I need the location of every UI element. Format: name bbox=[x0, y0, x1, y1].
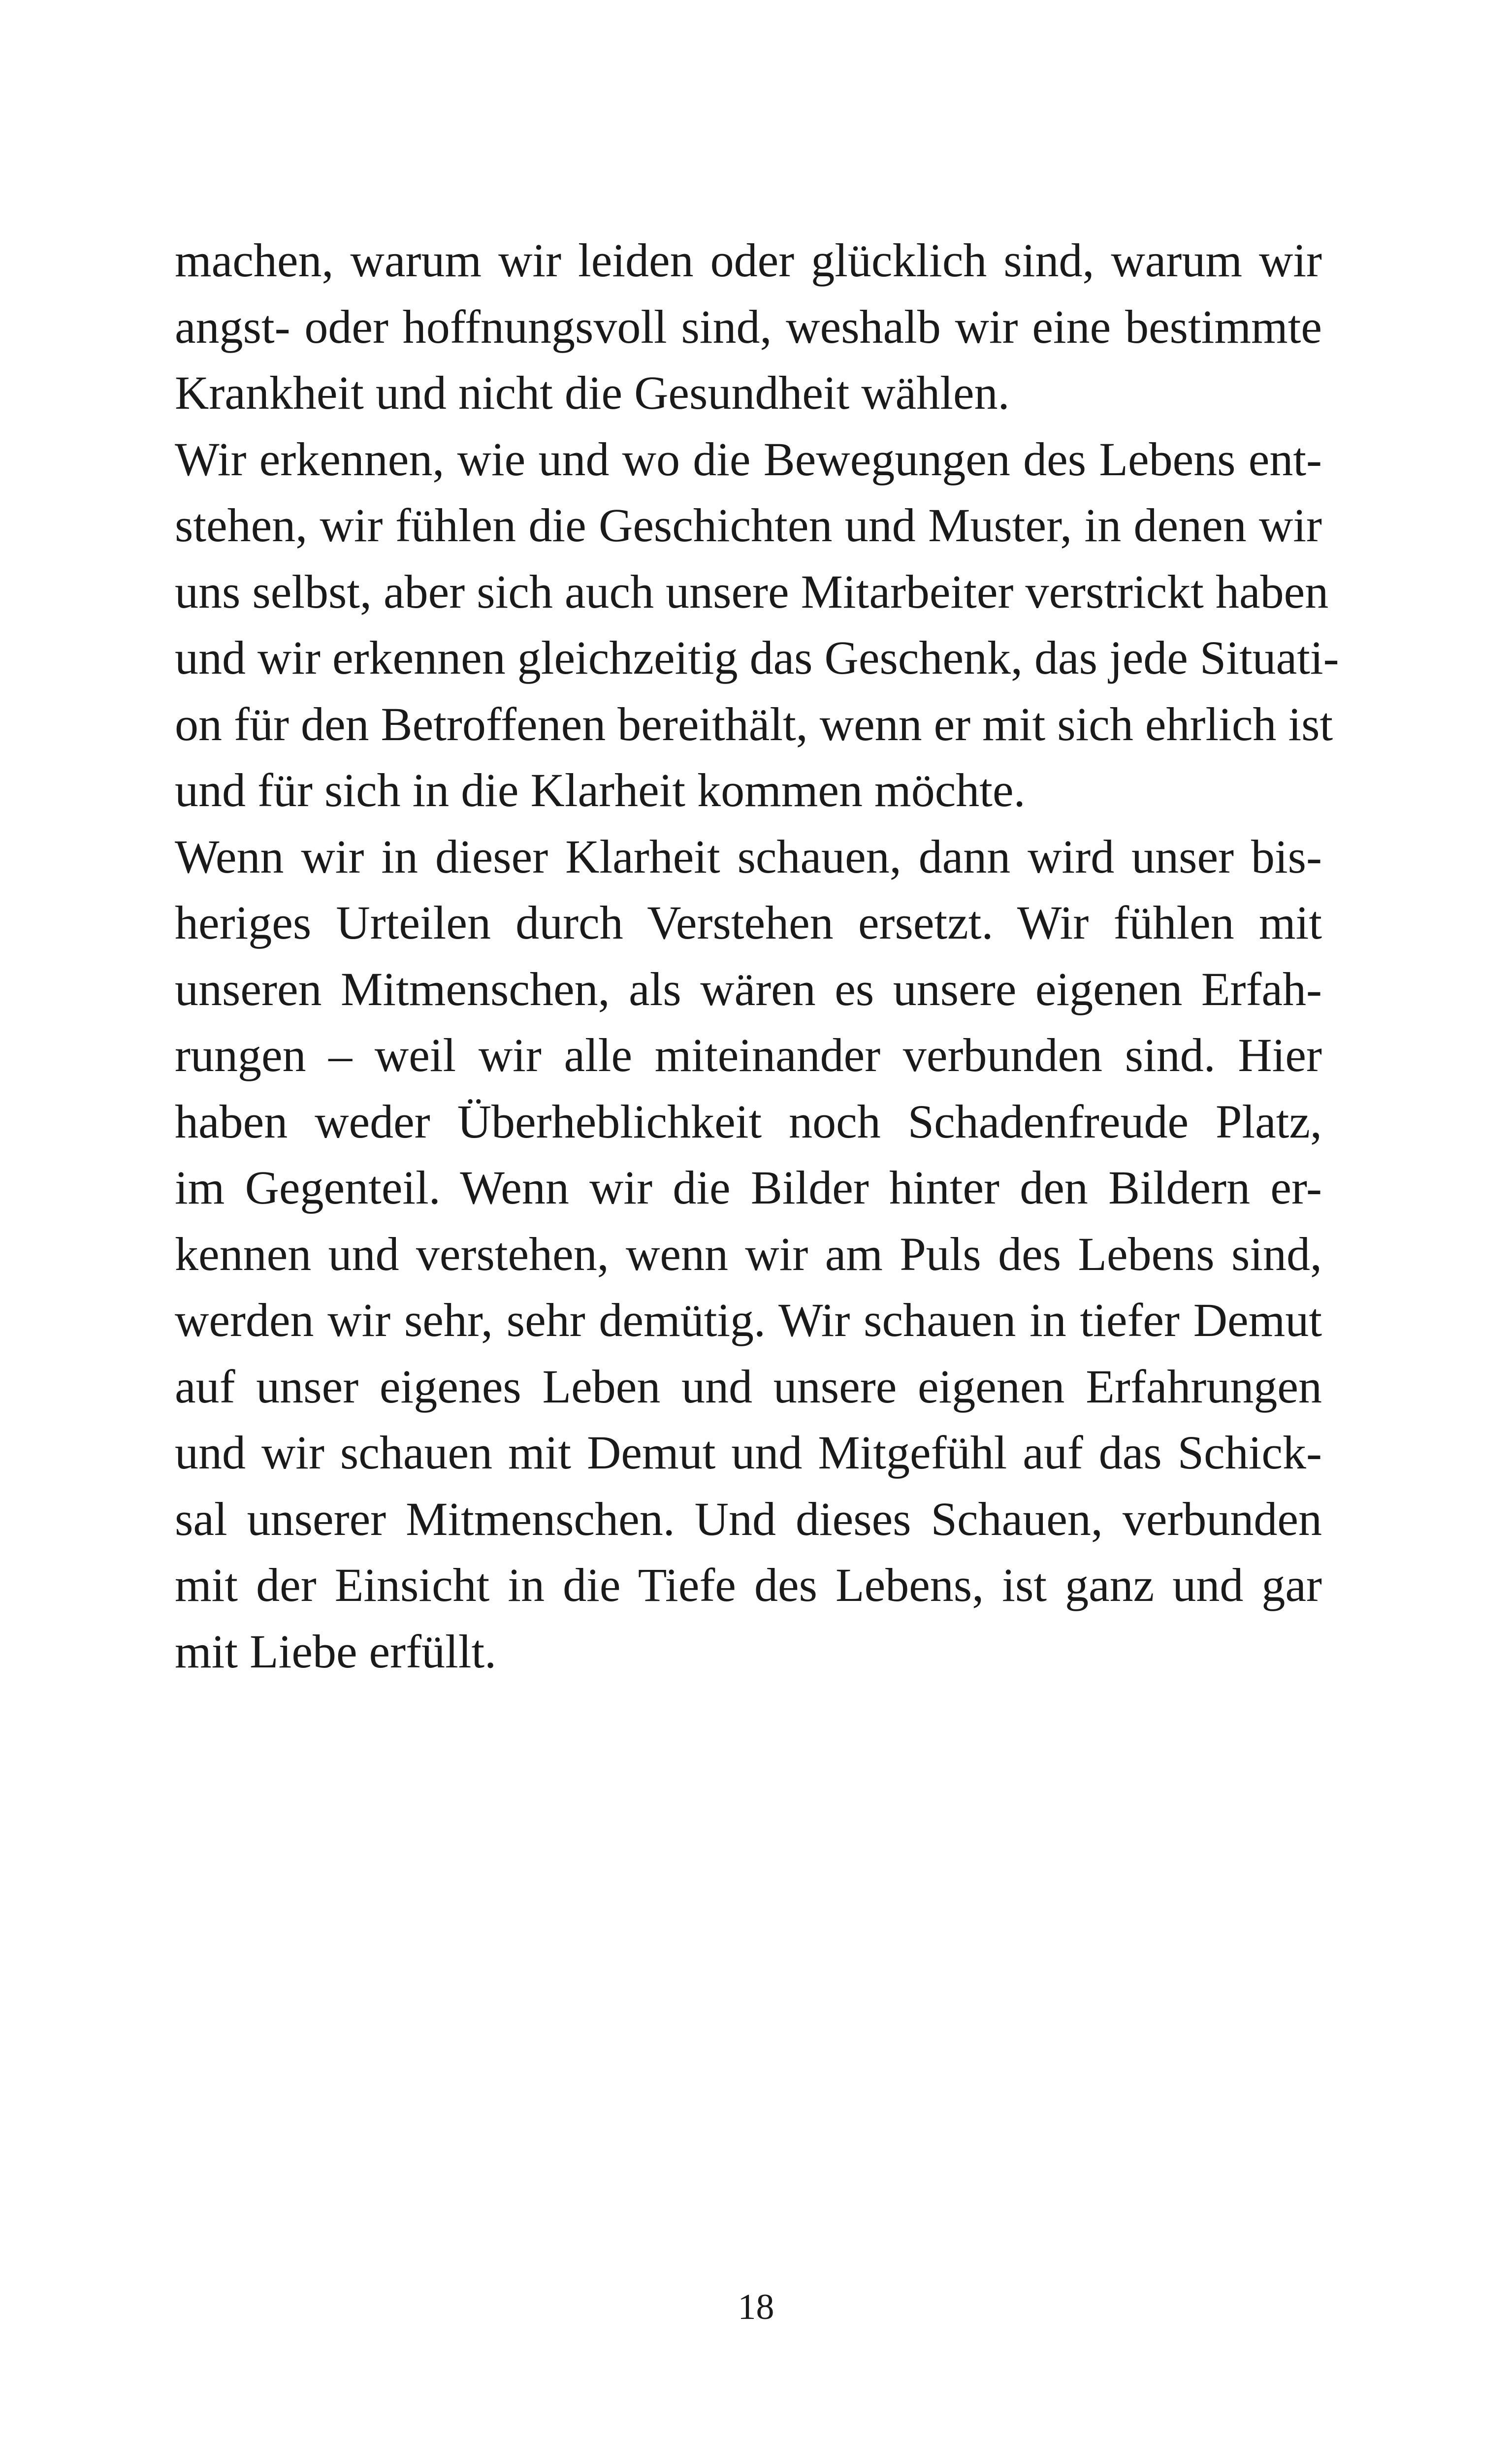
page-number: 18 bbox=[738, 2287, 774, 2327]
text-line: Krankheit und nicht die Gesundheit wählen. bbox=[175, 366, 1010, 419]
text-line: mit Liebe erfüllt. bbox=[175, 1625, 497, 1678]
text-line: mit der Einsicht in die Tiefe des Lebens, ist ganz und gar bbox=[175, 1559, 1322, 1611]
text-line: angst- oder hoffnungsvoll sind, weshalb wir eine bestimmte bbox=[175, 300, 1322, 353]
text-line: rungen – weil wir alle miteinander verbunden sind. Hier bbox=[175, 1029, 1322, 1081]
text-line: und wir erkennen gleichzeitig das Geschenk, das jede Situati- bbox=[175, 631, 1339, 684]
text-line: heriges Urteilen durch Verstehen ersetzt. Wir fühlen mit bbox=[175, 896, 1322, 949]
text-line: haben weder Überheblichkeit noch Schadenfreude Platz, bbox=[175, 1095, 1322, 1148]
text-line: Wir erkennen, wie und wo die Bewegungen des Lebens ent- bbox=[175, 432, 1322, 486]
text-line: machen, warum wir leiden oder glücklich sind, warum wir bbox=[175, 234, 1322, 287]
text-line: on für den Betroffenen bereithält, wenn er mit sich ehrlich ist bbox=[175, 697, 1333, 750]
text-line: uns selbst, aber sich auch unsere Mitarbeiter verstrickt haben bbox=[175, 565, 1329, 618]
text-line: sal unserer Mitmenschen. Und dieses Schauen, verbunden bbox=[175, 1492, 1322, 1545]
text-line: werden wir sehr, sehr demütig. Wir schauen in tiefer Demut bbox=[175, 1294, 1322, 1346]
text-line: stehen, wir fühlen die Geschichten und Muster, in denen wir bbox=[175, 499, 1322, 552]
text-line: und für sich in die Klarheit kommen möchte. bbox=[175, 764, 1026, 816]
text-line: kennen und verstehen, wenn wir am Puls des Lebens sind, bbox=[175, 1227, 1322, 1280]
text-line: Wenn wir in dieser Klarheit schauen, dann wird unser bis- bbox=[175, 830, 1322, 883]
text-line: auf unser eigenes Leben und unsere eigenen Erfahrungen bbox=[175, 1360, 1322, 1413]
text-line: und wir schauen mit Demut und Mitgefühl auf das Schick- bbox=[175, 1426, 1322, 1479]
text-line: im Gegenteil. Wenn wir die Bilder hinter den Bildern er- bbox=[175, 1161, 1322, 1214]
text-line: unseren Mitmenschen, als wären es unsere eigenen Erfah- bbox=[175, 962, 1322, 1015]
body-text bbox=[175, 228, 1339, 1685]
